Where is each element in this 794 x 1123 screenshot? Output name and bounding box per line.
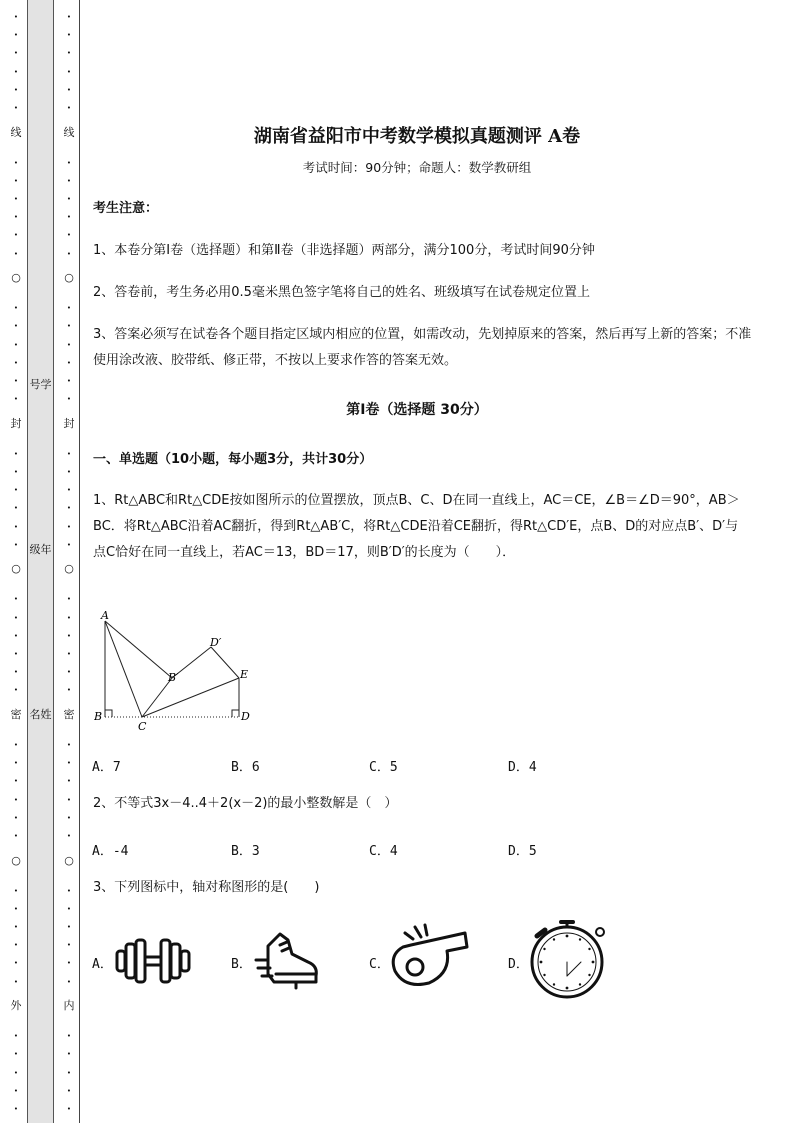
q1-option-d[interactable]: D．4 bbox=[508, 760, 537, 775]
margin-char: 封 bbox=[10, 417, 22, 430]
segment-d-prime-e bbox=[211, 647, 239, 678]
margin-dot: • bbox=[66, 832, 72, 840]
margin-dot: • bbox=[13, 959, 19, 968]
margin-dot: • bbox=[13, 795, 19, 804]
margin-dot: • bbox=[13, 904, 19, 913]
margin-dot: • bbox=[66, 395, 72, 404]
margin-dot: • bbox=[66, 195, 72, 203]
margin-dot: • bbox=[66, 631, 72, 640]
margin-dot: • bbox=[66, 595, 72, 604]
margin-dot: • bbox=[13, 1032, 19, 1041]
margin-dot: • bbox=[66, 49, 72, 58]
margin-dot: • bbox=[13, 741, 19, 749]
label-a: A bbox=[101, 609, 109, 622]
margin-dot: • bbox=[13, 668, 19, 677]
margin-dot: • bbox=[66, 304, 72, 313]
margin-char: ○ bbox=[64, 854, 74, 867]
margin-dot: • bbox=[13, 613, 19, 622]
margin-dot: • bbox=[13, 504, 19, 513]
label-c: C bbox=[138, 720, 147, 733]
margin-dot: • bbox=[13, 650, 19, 658]
part-heading: 一、单选题（10小题，每小题3分，共计30分） bbox=[93, 452, 373, 467]
margin-dot: • bbox=[13, 449, 19, 458]
label-e: E bbox=[240, 668, 249, 681]
margin-dot: • bbox=[66, 322, 72, 331]
margin-dot: • bbox=[13, 49, 19, 58]
margin-dot: • bbox=[66, 1068, 72, 1077]
margin-dot: • bbox=[66, 449, 72, 458]
margin-dot: • bbox=[13, 631, 19, 640]
label-grade: 级年 bbox=[29, 543, 52, 556]
margin-dot: • bbox=[66, 67, 72, 76]
margin-dot: • bbox=[66, 104, 72, 112]
q3-option-a[interactable]: A． bbox=[92, 957, 113, 972]
margin-dot: • bbox=[66, 959, 72, 968]
q2-option-d[interactable]: D．5 bbox=[508, 844, 537, 859]
margin-dot: • bbox=[66, 886, 72, 895]
segment-ab-prime bbox=[105, 621, 172, 678]
margin-dot: • bbox=[66, 650, 72, 658]
margin-dot: • bbox=[13, 759, 19, 768]
margin-dot: • bbox=[13, 941, 19, 950]
section-title: 第I卷（选择题 30分） bbox=[346, 402, 488, 418]
question-1-stem: 1、Rt△ABC和Rt△CDE按如图所示的位置摆放，顶点B、C、D在同一直线上，AC＝CE，∠B＝∠D＝90°，AB＞BC．将Rt△ABC沿着AC翻折，得到Rt△AB′C，将Rt△CDE沿着CE翻折，得Rt△CD′E，点B、D的对应点B′、D′与点C恰好在同一直线上，若AC＝13，BD＝17，则B′D′的长度为（ ）． bbox=[93, 493, 740, 560]
notice-heading: 考生注意： bbox=[93, 201, 159, 216]
margin-char: ○ bbox=[64, 562, 74, 575]
margin-dot: • bbox=[13, 886, 19, 895]
notice-item-2: 2、答卷前，考生务必用0.5毫米黑色签字笔将自己的姓名、班级填写在试卷规定位置上 bbox=[93, 285, 590, 300]
margin-char: ○ bbox=[64, 271, 74, 284]
margin-dot: • bbox=[66, 1050, 72, 1059]
dumbbell-icon[interactable] bbox=[114, 937, 192, 985]
margin-dot: • bbox=[13, 1050, 19, 1059]
margin-dot: • bbox=[13, 213, 19, 222]
q2-option-a[interactable]: A．-4 bbox=[92, 844, 129, 859]
margin-dot: • bbox=[13, 340, 19, 349]
margin-char: ○ bbox=[11, 271, 21, 284]
margin-dot: • bbox=[66, 486, 72, 495]
margin-dot: • bbox=[66, 468, 72, 476]
margin-dot: • bbox=[13, 231, 19, 240]
question-1-figure bbox=[94, 606, 264, 736]
margin-dot: • bbox=[13, 977, 19, 986]
margin-dot: • bbox=[66, 340, 72, 349]
margin-dot: • bbox=[66, 795, 72, 804]
margin-dot: • bbox=[13, 1086, 19, 1095]
q1-option-a[interactable]: A．7 bbox=[92, 760, 121, 775]
stopwatch-icon[interactable] bbox=[527, 918, 611, 1002]
whistle-icon[interactable] bbox=[389, 923, 471, 993]
q1-option-b[interactable]: B．6 bbox=[231, 760, 260, 775]
margin-dot: • bbox=[66, 1032, 72, 1041]
q3-option-d[interactable]: D． bbox=[508, 957, 529, 972]
margin-dot: • bbox=[66, 923, 72, 931]
margin-dot: • bbox=[66, 85, 72, 94]
margin-dot: • bbox=[66, 13, 72, 21]
margin-dot: • bbox=[66, 358, 72, 367]
label-b-prime: B′ bbox=[168, 671, 179, 684]
margin-dot: • bbox=[66, 504, 72, 513]
margin-dot: • bbox=[13, 540, 19, 549]
margin-dot: • bbox=[66, 176, 72, 185]
margin-dot: • bbox=[66, 522, 72, 531]
margin-dot: • bbox=[13, 486, 19, 495]
margin-dot: • bbox=[13, 1105, 19, 1113]
margin-char: 封 bbox=[63, 417, 75, 430]
margin-dot: • bbox=[66, 759, 72, 768]
q2-option-b[interactable]: B．3 bbox=[231, 844, 260, 859]
margin-dot: • bbox=[66, 941, 72, 950]
margin-dot: • bbox=[13, 522, 19, 531]
margin-dot: • bbox=[66, 668, 72, 677]
margin-char: 密 bbox=[63, 708, 75, 721]
notice-item-3: 3、答案必须写在试卷各个题目指定区域内相应的位置，如需改动，先划掉原来的答案，然后再写上新的答案；不准使用涂改液、胶带纸、修正带，不按以上要求作答的答案无效。 bbox=[93, 327, 752, 368]
margin-dot: • bbox=[13, 304, 19, 313]
margin-dot: • bbox=[66, 1105, 72, 1113]
margin-dot: • bbox=[13, 158, 19, 167]
margin-dot: • bbox=[13, 395, 19, 404]
margin-dot: • bbox=[66, 213, 72, 222]
notice-item-1: 1、本卷分第I卷（选择题）和第Ⅱ卷（非选择题）两部分，满分100分，考试时间90分钟 bbox=[93, 243, 595, 258]
margin-dot: • bbox=[13, 249, 19, 258]
margin-char: 线 bbox=[10, 126, 22, 139]
margin-dot: • bbox=[13, 358, 19, 367]
question-2-stem: 2、不等式3x－4..4＋2(x－2)的最小整数解是（ ） bbox=[93, 796, 398, 811]
right-angle-b bbox=[105, 710, 112, 717]
margin-char: 线 bbox=[63, 126, 75, 139]
margin-char: ○ bbox=[11, 562, 21, 575]
margin-dot: • bbox=[66, 613, 72, 622]
exam-info: 考试时间：90分钟；命题人：数学教研组 bbox=[302, 160, 532, 175]
running-shoe-icon[interactable] bbox=[254, 930, 322, 990]
margin-dot: • bbox=[66, 813, 72, 822]
margin-dot: • bbox=[13, 195, 19, 203]
margin-char: ○ bbox=[11, 854, 21, 867]
label-b: B bbox=[94, 710, 103, 723]
margin-dot: • bbox=[66, 977, 72, 986]
margin-dot: • bbox=[66, 249, 72, 258]
label-name: 名姓 bbox=[29, 708, 52, 721]
label-student-number: 号学 bbox=[29, 378, 52, 391]
margin-dot: • bbox=[66, 231, 72, 240]
segment-ac bbox=[105, 621, 142, 717]
margin-dot: • bbox=[13, 1068, 19, 1077]
margin-dot: • bbox=[13, 595, 19, 604]
label-d-prime: D′ bbox=[210, 636, 222, 649]
margin-dot: • bbox=[13, 468, 19, 476]
margin-dot: • bbox=[13, 176, 19, 185]
margin-dot: • bbox=[13, 104, 19, 112]
margin-dot: • bbox=[66, 1086, 72, 1095]
margin-dot: • bbox=[66, 741, 72, 749]
margin-dot: • bbox=[13, 686, 19, 695]
margin-dot: • bbox=[13, 832, 19, 840]
right-angle-d bbox=[232, 710, 239, 717]
margin-char: 密 bbox=[10, 708, 22, 721]
margin-dot: • bbox=[66, 377, 72, 385]
margin-dot: • bbox=[66, 686, 72, 695]
margin-dot: • bbox=[13, 377, 19, 385]
margin-dot: • bbox=[66, 904, 72, 913]
margin-dot: • bbox=[13, 31, 19, 40]
margin-dot: • bbox=[66, 777, 72, 786]
label-d: D bbox=[241, 710, 250, 723]
margin-dot: • bbox=[13, 777, 19, 786]
margin-dot: • bbox=[13, 923, 19, 931]
margin-dot: • bbox=[66, 158, 72, 167]
margin-dot: • bbox=[13, 85, 19, 94]
q3-option-b[interactable]: B． bbox=[231, 957, 252, 972]
margin-char: 内 bbox=[63, 999, 75, 1012]
margin-dot: • bbox=[66, 31, 72, 40]
question-3-stem: 3、下列图标中，轴对称图形的是( ) bbox=[93, 880, 320, 895]
q3-option-c[interactable]: C． bbox=[369, 957, 390, 972]
q1-option-c[interactable]: C．5 bbox=[369, 760, 398, 775]
margin-dot: • bbox=[13, 813, 19, 822]
page-title: 湖南省益阳市中考数学模拟真题测评 A卷 bbox=[253, 126, 581, 147]
margin-char: 外 bbox=[10, 999, 22, 1012]
margin-dot: • bbox=[13, 13, 19, 21]
margin-dot: • bbox=[66, 540, 72, 549]
margin-dot: • bbox=[13, 67, 19, 76]
q2-option-c[interactable]: C．4 bbox=[369, 844, 398, 859]
margin-dot: • bbox=[13, 322, 19, 331]
